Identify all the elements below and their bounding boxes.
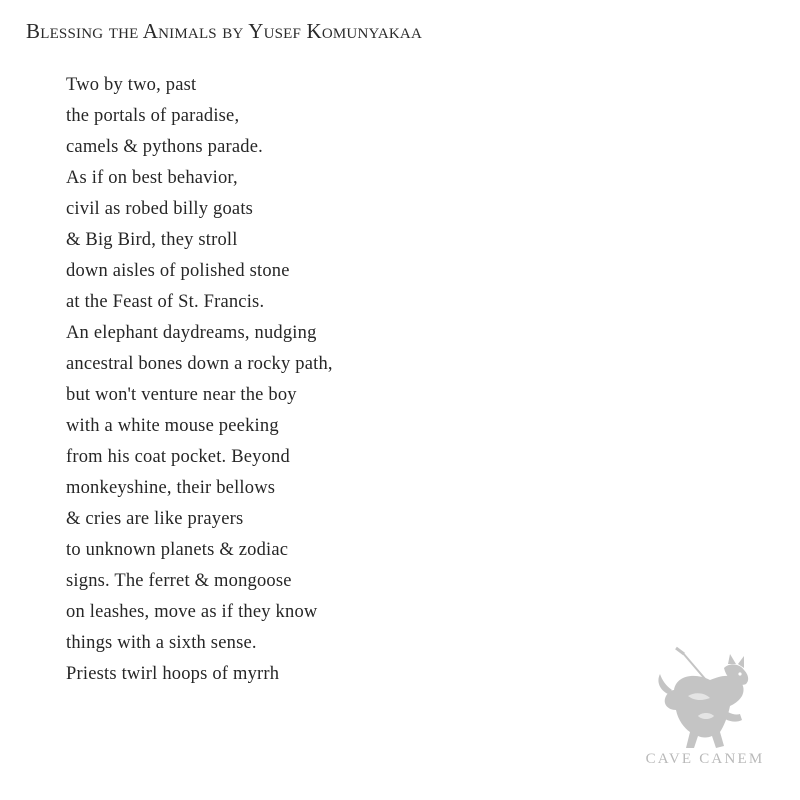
- cave-canem-logo: [640, 646, 770, 776]
- poem-line: things with a sixth sense.: [66, 633, 257, 653]
- poem-body: [66, 70, 333, 690]
- poem-line: but won't venture near the boy: [66, 385, 297, 405]
- poem-line: ancestral bones down a rocky path,: [66, 354, 333, 374]
- poem-line: & Big Bird, they stroll: [66, 230, 238, 250]
- poem-line: from his coat pocket. Beyond: [66, 447, 290, 467]
- poem-line: at the Feast of St. Francis.: [66, 292, 265, 312]
- poem-title: Blessing the Animals by Yusef Komunyakaa: [26, 19, 422, 43]
- poem-line: on leashes, move as if they know: [66, 602, 318, 622]
- poem-line: monkeyshine, their bellows: [66, 478, 276, 498]
- poem-line: down aisles of polished stone: [66, 261, 290, 281]
- poem-line: with a white mouse peeking: [66, 416, 279, 436]
- poem-line: & cries are like prayers: [66, 509, 244, 529]
- poem-line: An elephant daydreams, nudging: [66, 323, 317, 343]
- poem-line: signs. The ferret & mongoose: [66, 571, 292, 591]
- poem-line: Priests twirl hoops of myrrh: [66, 664, 280, 684]
- poem-line: camels & pythons parade.: [66, 137, 263, 157]
- dog-icon: [654, 646, 754, 754]
- logo-wordmark: CAVE CANEM: [645, 751, 765, 767]
- poem-line: Two by two, past: [66, 75, 197, 95]
- poem-line: As if on best behavior,: [66, 168, 238, 188]
- poem-line: civil as robed billy goats: [66, 199, 254, 219]
- poem-line: to unknown planets & zodiac: [66, 540, 289, 560]
- poem-line: the portals of paradise,: [66, 106, 240, 126]
